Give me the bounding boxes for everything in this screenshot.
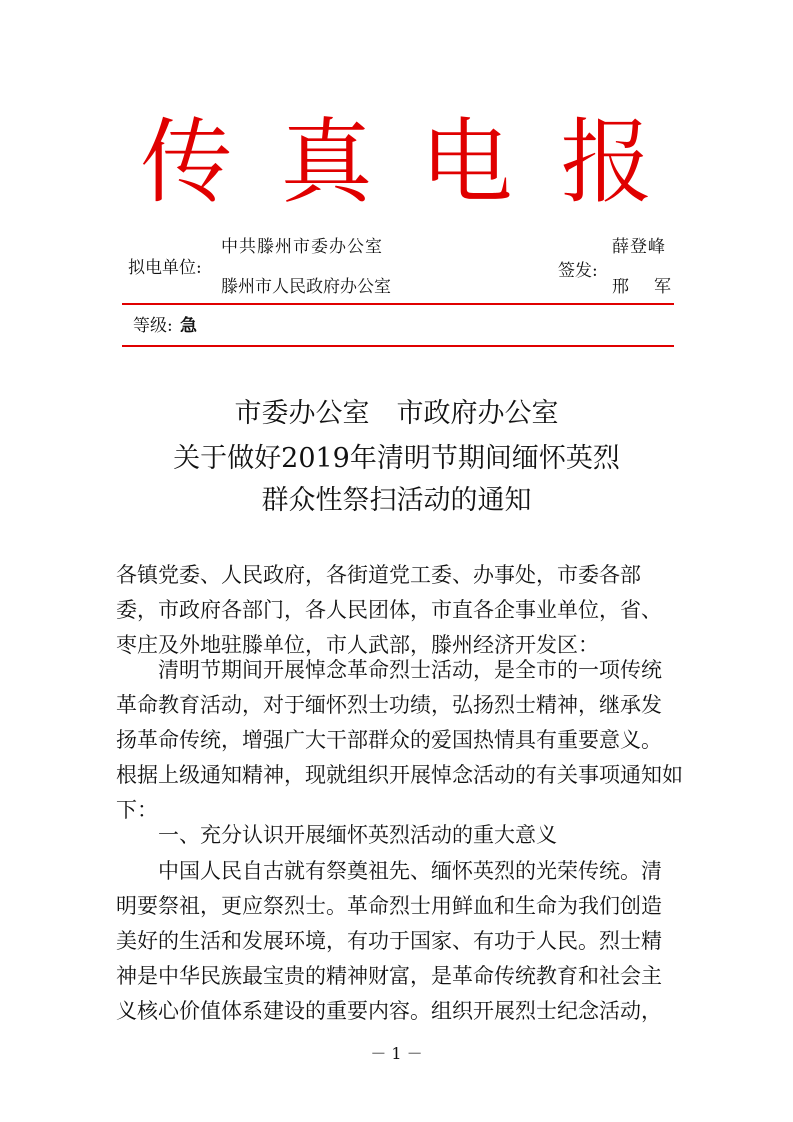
body-line: 根据上级通知精神，现就组织开展悼念活动的有关事项通知如 bbox=[116, 763, 683, 787]
body-line: 清明节期间开展悼念革命烈士活动，是全市的一项传统 bbox=[158, 658, 662, 682]
body-line: 美好的生活和发展环境，有功于国家、有功于人民。烈士精 bbox=[116, 929, 662, 953]
drafter-unit-2: 滕州市人民政府办公室 bbox=[221, 277, 391, 297]
priority-label: 等级: bbox=[133, 316, 173, 336]
signer-label: 签发: bbox=[558, 261, 598, 281]
header-rule-bottom bbox=[122, 345, 674, 347]
body-line: 革命教育活动，对于缅怀烈士功绩，弘扬烈士精神，继承发 bbox=[116, 693, 662, 717]
body-line: 枣庄及外地驻滕单位，市人武部，滕州经济开发区： bbox=[116, 633, 599, 657]
body-line: 下： bbox=[116, 798, 158, 822]
drafter-label: 拟电单位: bbox=[128, 258, 202, 278]
signer-2: 邢 军 bbox=[612, 277, 675, 297]
body-line: 中国人民自古就有祭奠祖先、缅怀英烈的光荣传统。清 bbox=[158, 859, 662, 883]
masthead-title: 传真电报 bbox=[140, 109, 701, 216]
body-line: 各镇党委、人民政府，各街道党工委、办事处，市委各部 bbox=[116, 563, 641, 587]
section-heading: 一、充分认识开展缅怀英烈活动的重大意义 bbox=[158, 823, 557, 847]
signer-1: 薛登峰 bbox=[612, 237, 666, 257]
body-line: 扬革命传统，增强广大干部群众的爱国热情具有重要意义。 bbox=[116, 728, 662, 752]
body-line: 义核心价值体系建设的重要内容。组织开展烈士纪念活动， bbox=[116, 999, 662, 1023]
document-title-line-1: 市委办公室 市政府办公室 bbox=[234, 398, 559, 429]
document-title-line-3: 群众性祭扫活动的通知 bbox=[261, 485, 532, 516]
header-rule-top bbox=[122, 303, 674, 305]
drafter-unit-1: 中共滕州市委办公室 bbox=[221, 237, 383, 257]
document-title-line-2: 关于做好2019年清明节期间缅怀英烈 bbox=[173, 443, 620, 474]
body-line: 明要祭祖，更应祭烈士。革命烈士用鲜血和生命为我们创造 bbox=[116, 894, 662, 918]
body-line: 神是中华民族最宝贵的精神财富，是革命传统教育和社会主 bbox=[116, 964, 662, 988]
page-number: － 1 － bbox=[370, 1044, 423, 1063]
body-line: 委，市政府各部门，各人民团体，市直各企事业单位，省、 bbox=[116, 598, 662, 622]
priority-value: 急 bbox=[180, 316, 197, 336]
